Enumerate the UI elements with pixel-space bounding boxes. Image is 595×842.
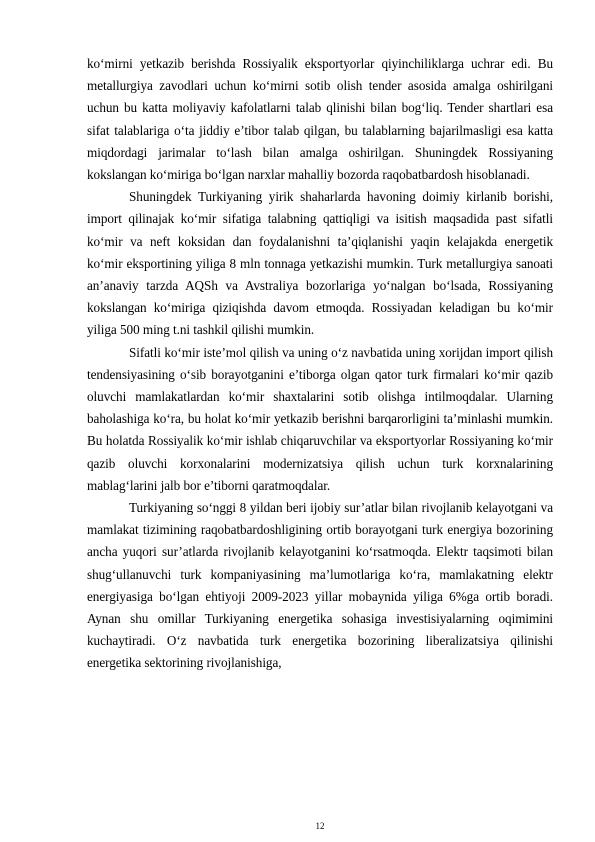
body-text bbox=[87, 53, 553, 675]
page-number: 12 bbox=[315, 821, 325, 831]
paragraph-4: Turkiyaning so‘nggi 8 yildan beri ijobiy sur’atlar bilan rivojlanib kelayotgani va mamlakat tizimining raqobatbardoshligining ortib borayotgani turk energiya bozorining ancha yuqori sur’atlarda rivojlanib kelayotganini ko‘rsatmoqda. Elektr taqsimoti bilan shug‘ullanuvchi turk kompaniyasining ma’lumotlariga ko‘ra, mamlakatning elektr energiyasiga bo‘lgan ehtiyoji 2009-2023 yillar mobaynida yiliga 6%ga ortib boradi. Aynan shu omillar Turkiyaning energetika sohasiga investisiyalarning oqimimini kuchaytiradi. O‘z navbatida turk energetika bozorining liberalizatsiya qilinishi energetika sektorining rivojlanishiga, bbox=[87, 500, 553, 671]
paragraph-3: Sifatli ko‘mir iste’mol qilish va uning o‘z navbatida uning xorijdan import qilish tendensiyasining o‘sib borayotganini e’tiborga olgan qator turk firmalari ko‘mir qazib oluvchi mamlakatlardan ko‘mir shaxtalarini sotib olishga intilmoqdalar. Ularning baholashiga ko‘ra, bu holat ko‘mir yetkazib berishni barqarorligini ta’minlashi mumkin. Bu holatda Rossiyalik ko‘mir ishlab chiqaruvchilar va eksportyorlar Rossiyaning ko‘mir qazib oluvchi korxonalarini modernizatsiya qilish uchun turk korxnalarining mablag‘larini jalb bor e’tiborni qaratmoqdalar. bbox=[87, 344, 553, 493]
paragraph-2: Shuningdek Turkiyaning yirik shaharlarda havoning doimiy kirlanib borishi, import qilinajak ko‘mir sifatiga talabning qattiqligi va isitish maqsadida past sifatli ko‘mir va neft koksidan dan foydalanishni ta’qiqlanishi yaqin kelajakda energetik ko‘mir eksportining yiliga 8 mln tonnaga yetkazishi mumkin. Turk metallurgiya sanoati an’anaviy tarzda AQSh va Avstraliya bozorlariga yo‘nalgan bo‘lsada, Rossiyaning kokslangan ko‘miriga qiziqishda davom etmoqda. Rossiyadan keladigan bu ko‘mir yiliga 500 ming t.ni tashkil qilishi mumkin. bbox=[87, 189, 553, 338]
paragraph-1: ko‘mirni yetkazib berishda Rossiyalik eksportyorlar qiyinchiliklarga uchrar edi. Bu metallurgiya zavodlari uchun ko‘mirni sotib olish tender asosida amalga oshirilgani uchun bu katta moliyaviy kafolatlarni talab qlinishi bilan bog‘liq. Tender shartlari esa sifat talablariga o‘ta jiddiy e’tibor talab qilgan, bu talablarning bajarilmasligi esa katta miqdordagi jarimalar to‘lash bilan amalga oshirilgan. Shuningdek Rossiyaning kokslangan ko‘miriga bo‘lgan narxlar mahalliy bozorda raqobatbardosh hisoblanadi. bbox=[87, 56, 553, 183]
